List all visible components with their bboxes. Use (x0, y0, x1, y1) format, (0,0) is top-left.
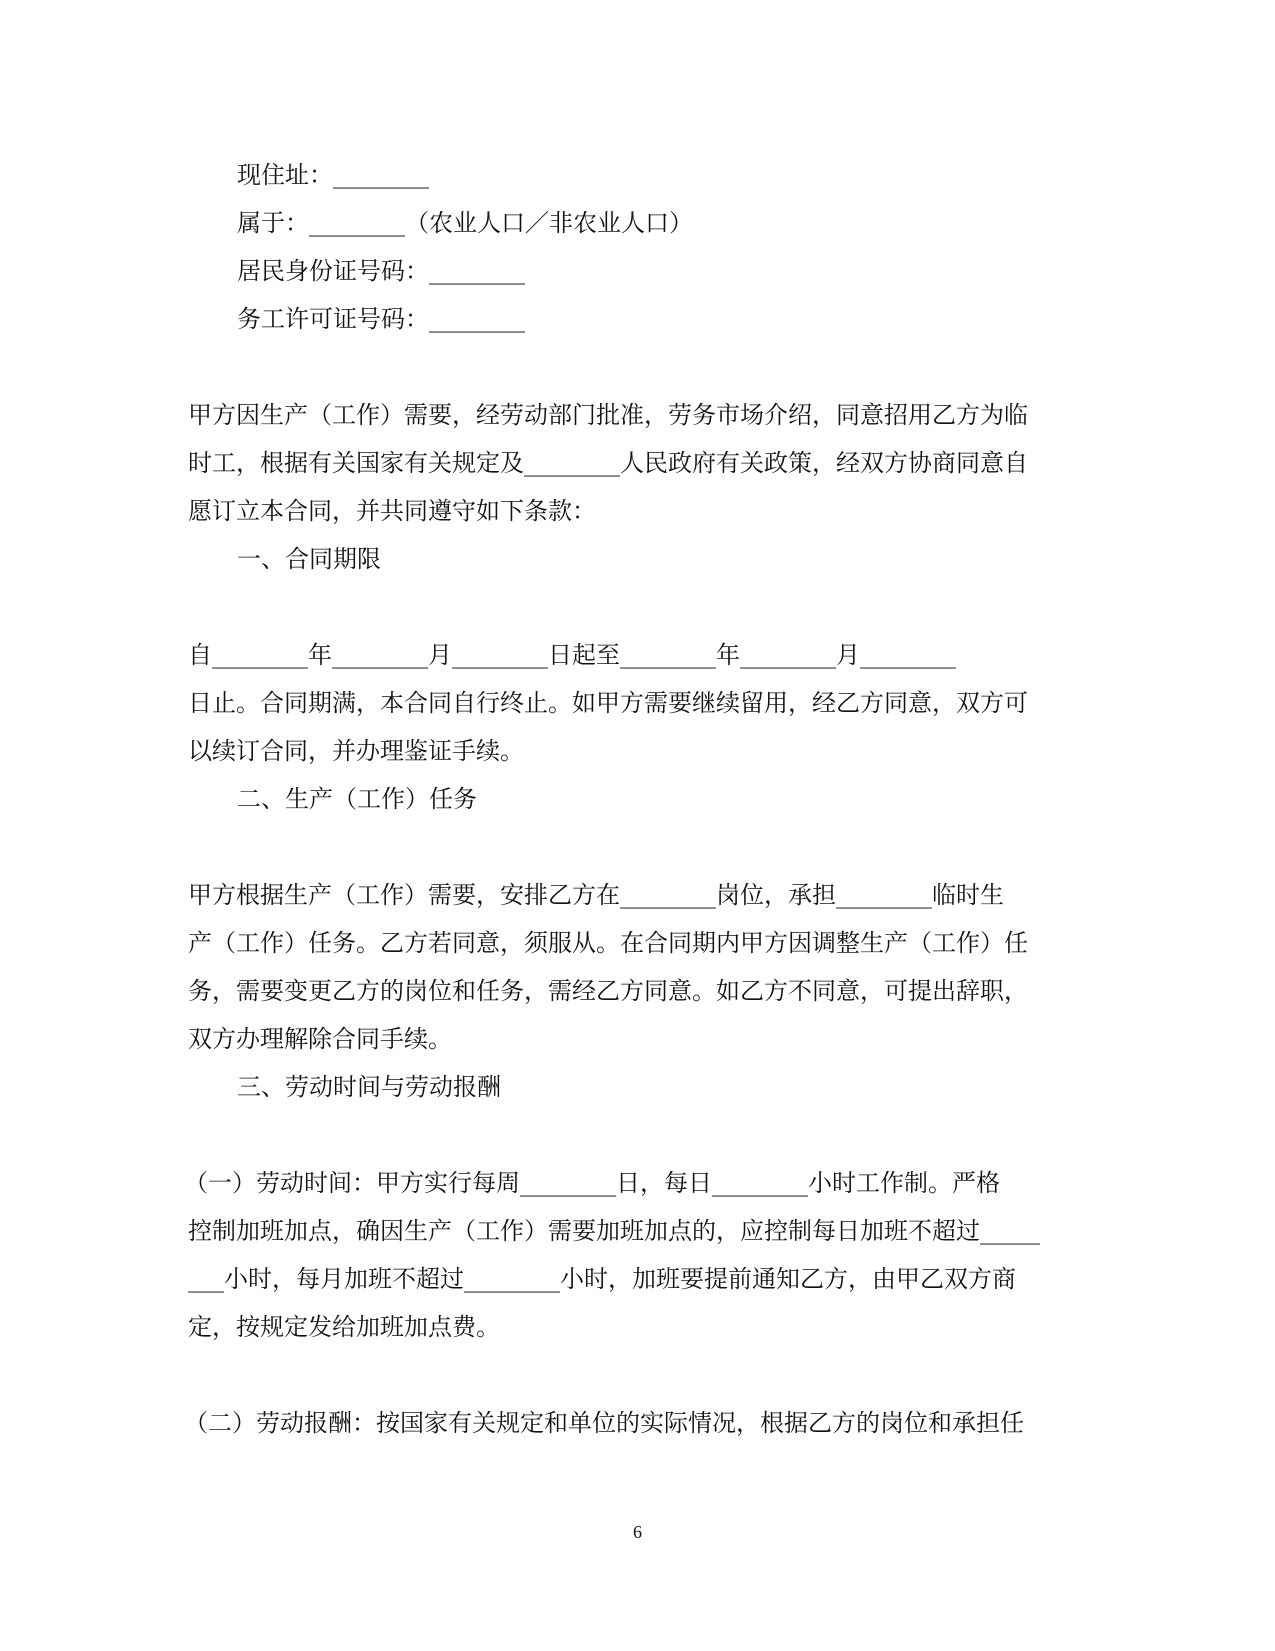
section-heading: 二、生产（工作）任务 (237, 785, 477, 813)
page-number: 6 (633, 1522, 642, 1542)
text-line: 务，需要变更乙方的岗位和任务，需经乙方同意。如乙方不同意，可提出辞职， (188, 977, 1028, 1005)
text-line: 定，按规定发给加班加点费。 (188, 1313, 500, 1341)
section-heading: 三、劳动时间与劳动报酬 (237, 1073, 501, 1101)
text-line: 甲方因生产（工作）需要，经劳动部门批准，劳务市场介绍，同意招用乙方为临 (188, 401, 1028, 429)
text-line: 居民身份证号码：________ (237, 257, 525, 285)
text-line: （二）劳动报酬：按国家有关规定和单位的实际情况，根据乙方的岗位和承担任 (184, 1409, 1024, 1437)
text-line: 控制加班加点，确因生产（工作）需要加班加点的，应控制每日加班不超过_____ (188, 1217, 1040, 1245)
text-line: 产（工作）任务。乙方若同意，须服从。在合同期内甲方因调整生产（工作）任 (188, 929, 1028, 957)
text-line: 属于：________（农业人口／非农业人口） (237, 209, 693, 237)
text-line: 以续订合同，并办理鉴证手续。 (188, 737, 524, 765)
text-line: 愿订立本合同，并共同遵守如下条款： (188, 497, 596, 525)
text-line: 时工，根据有关国家有关规定及________人民政府有关政策，经双方协商同意自 (188, 449, 1028, 477)
section-heading: 一、合同期限 (237, 545, 381, 573)
text-line: 日止。合同期满，本合同自行终止。如甲方需要继续留用，经乙方同意，双方可 (188, 689, 1028, 717)
text-line: 双方办理解除合同手续。 (188, 1025, 452, 1053)
text-line: （一）劳动时间：甲方实行每周________日，每日________小时工作制。严格 (184, 1169, 1000, 1197)
text-line: 自________年________月________日起至________年________月________ (188, 641, 956, 669)
text-line: ___小时，每月加班不超过________小时，加班要提前通知乙方，由甲乙双方商 (188, 1265, 1016, 1293)
text-line: 甲方根据生产（工作）需要，安排乙方在________岗位，承担________临时生 (188, 881, 1004, 909)
text-line: 务工许可证号码：________ (237, 305, 525, 333)
text-line: 现住址：________ (237, 161, 429, 189)
